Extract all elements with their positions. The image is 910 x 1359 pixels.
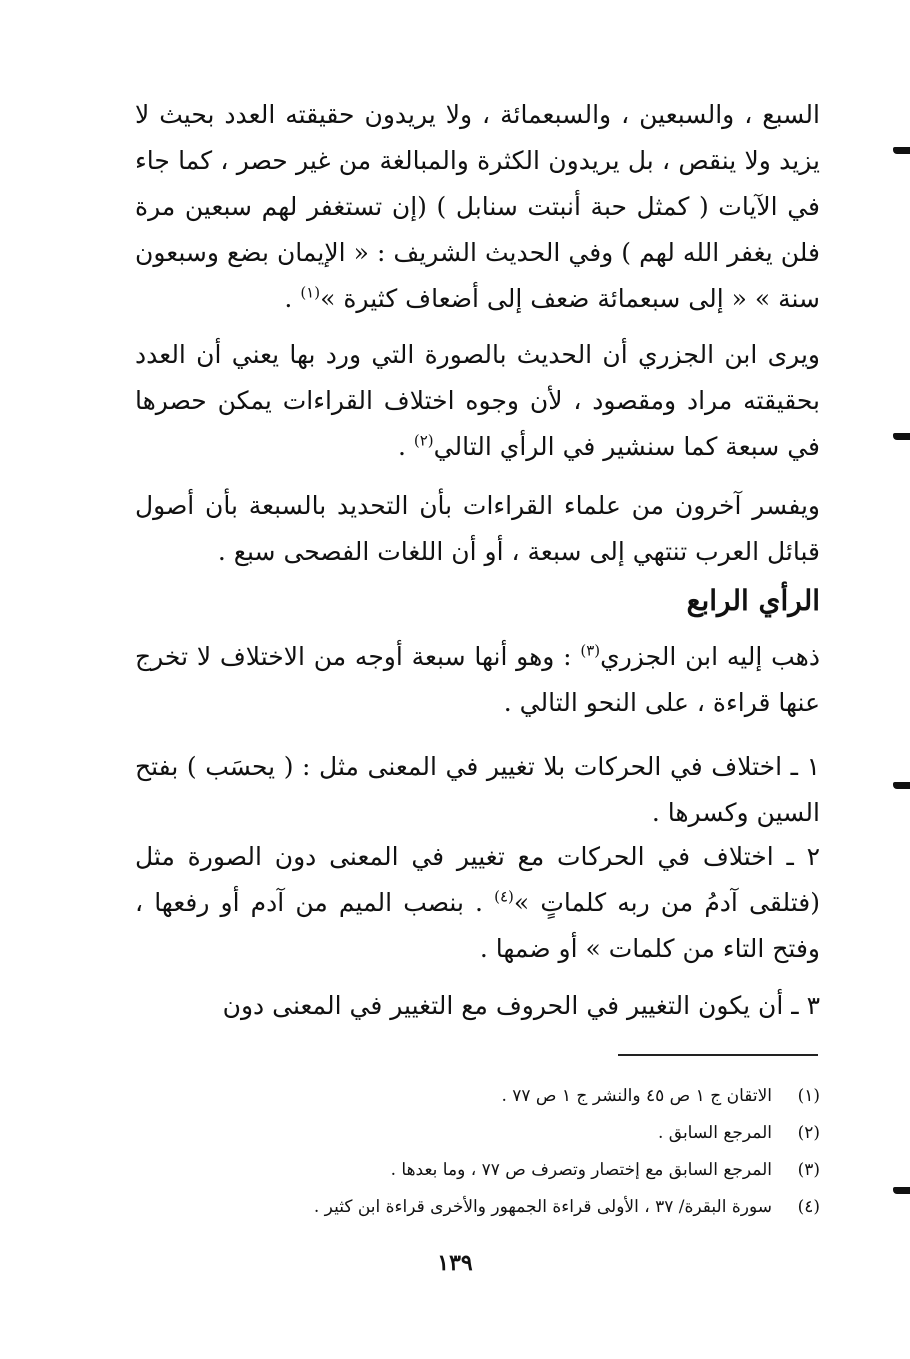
list-item-3 [135, 983, 820, 1029]
section-heading-wrap [135, 578, 820, 624]
footnote-1 [160, 1078, 820, 1115]
paragraph-1-end: . [284, 284, 301, 313]
list-item-1-text: ١ ـ اختلاف في الحركات بلا تغيير في المعنى مثل : ( يحسَب ) بفتح السين وكسرها . [135, 752, 820, 827]
list-item-3-text: ٣ ـ أن يكون التغيير في الحروف مع التغيير في المعنى دون [222, 991, 820, 1020]
footnote-1-text: الاتقان ج ١ ص ٤٥ والنشر ج ١ ص ٧٧ . [501, 1086, 772, 1106]
footnote-4-number: (٤) [797, 1197, 820, 1217]
paragraph-1 [135, 92, 820, 322]
paragraph-4-start: ذهب إليه ابن الجزري [600, 642, 820, 671]
list-item-2-start: ٢ ـ اختلاف في الحركات مع تغيير في المعنى دون الصورة مثل (فتلقى آدمُ من ربه كلماتٍ » [135, 842, 820, 917]
footnote-3 [160, 1152, 820, 1189]
paragraph-2-text: ويرى ابن الجزري أن الحديث بالصورة التي ورد بها يعني أن العدد بحقيقته مراد ومقصود ، لأن وجوه اختلاف القراءات يمكن حصرها في سبعة كما سنشير في الرأي التالي [135, 340, 820, 461]
footnote-ref-4[interactable]: (٤) [494, 887, 514, 906]
footnote-ref-1[interactable]: (١) [300, 283, 321, 302]
section-heading: الرأي الرابع [686, 584, 820, 617]
footnote-4-text: سورة البقرة/ ٣٧ ، الأولى قراءة الجمهور والأخرى قراءة ابن كثير . [313, 1197, 772, 1217]
list-item-2-rest: . بنصب الميم من آدم أو رفعها ، وفتح التاء من كلمات » أو ضمها . [135, 888, 820, 963]
footnote-4 [160, 1189, 820, 1226]
paragraph-2 [135, 332, 820, 470]
paragraph-4-rest: : وهو أنها سبعة أوجه من الاختلاف لا تخرج عنها قراءة ، على النحو التالي . [135, 642, 820, 717]
paragraph-2-end: . [397, 432, 414, 461]
footnote-2-text: المرجع السابق . [657, 1123, 772, 1143]
list-item-2 [135, 834, 820, 972]
footnote-1-number: (١) [797, 1086, 820, 1106]
scan-edge-mark [893, 782, 910, 789]
footnote-3-text: المرجع السابق مع إختصار وتصرف ص ٧٧ ، وما بعدها . [390, 1160, 772, 1180]
scan-edge-mark [893, 1187, 910, 1194]
scan-edge-mark [893, 433, 910, 440]
footnote-ref-2[interactable]: (٢) [413, 431, 434, 450]
footnote-3-number: (٣) [797, 1160, 820, 1180]
scan-edge-mark [893, 147, 910, 154]
list-item-1 [135, 744, 820, 836]
footnotes [160, 1078, 820, 1226]
footnote-divider [618, 1054, 818, 1056]
footnote-ref-3[interactable]: (٣) [580, 641, 601, 660]
paragraph-3 [135, 483, 820, 575]
page-number: ١٣٩ [437, 1250, 473, 1276]
paragraph-3-text: ويفسر آخرون من علماء القراءات بأن التحديد بالسبعة بأن أصول قبائل العرب تنتهي إلى سبعة ، أو أن اللغات الفصحى سبع . [135, 491, 820, 566]
footnote-2-number: (٢) [797, 1123, 820, 1143]
paragraph-4 [135, 634, 820, 726]
paragraph-1-text: السبع ، والسبعين ، والسبعمائة ، ولا يريدون حقيقته العدد بحيث لا يزيد ولا ينقص ، بل يريدون الكثرة والمبالغة من غير حصر ، كما جاء في الآيات ( كمثل حبة أنبتت سنابل ) (إن تستغفر لهم سبعين مرة فلن يغفر الله لهم ) وفي الحديث الشريف : « الإيمان بضع وسبعون سنة » « إلى سبعمائة ضعف إلى أضعاف كثيرة » [135, 100, 820, 313]
footnote-2 [160, 1115, 820, 1152]
